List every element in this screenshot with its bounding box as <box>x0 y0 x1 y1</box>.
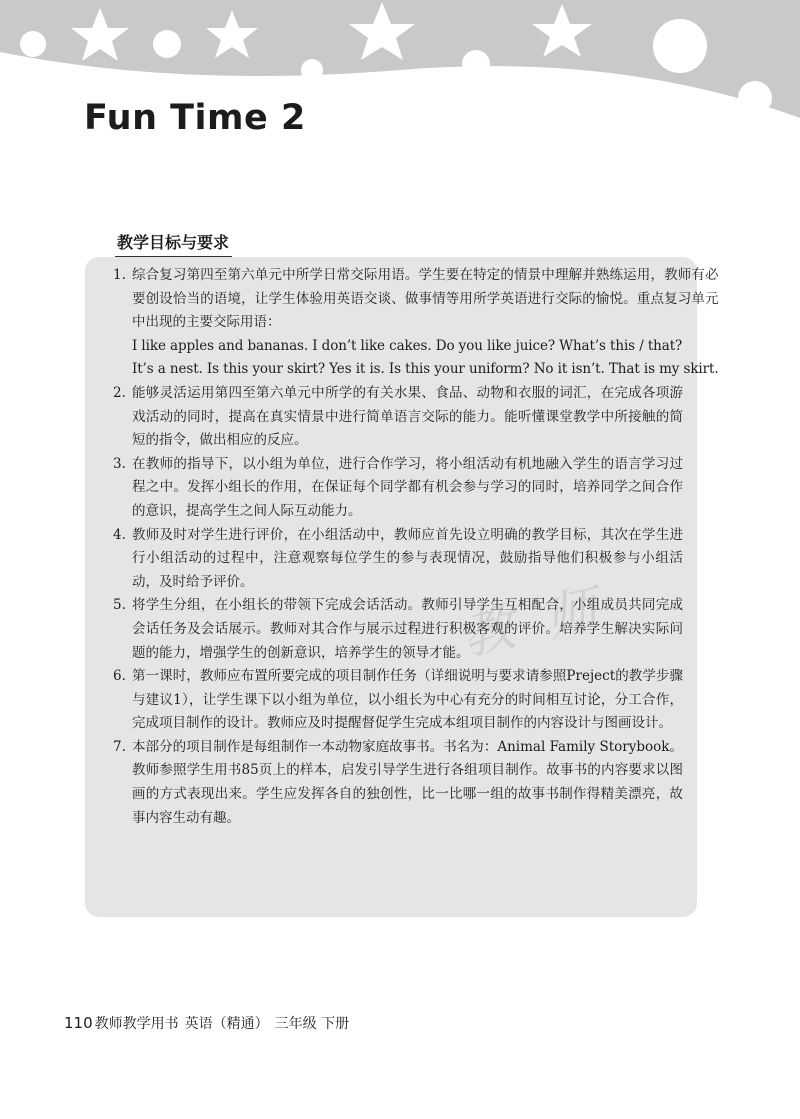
objective-item <box>113 736 683 830</box>
watermark: 教 师 <box>456 578 611 668</box>
phrase-line: I like apples and bananas. I don’t like cakes. Do you like juice? What’s this / that? <box>132 337 683 354</box>
page-number: 110 <box>64 1014 93 1032</box>
objective-item <box>113 453 683 524</box>
subject-label: 英语（精通） <box>184 1016 269 1032</box>
objective-number: 1. <box>113 267 126 283</box>
objective-number: 6. <box>113 668 126 685</box>
objective-item <box>113 264 719 382</box>
decorative-header-band <box>0 0 800 170</box>
phrase-line: It’s a nest. Is this your skirt? Yes it is. Is this your uniform? No it isn’t. That is my skirt. <box>132 361 719 378</box>
dot-shape <box>462 50 490 78</box>
dot-shape <box>301 59 323 81</box>
dot-shape <box>738 81 772 115</box>
objective-text: 将学生分组，在小组长的带领下完成会话活动。教师引导学生互相配合，小组成员共同完成会话任务及会话展示。教师对其合作与展示过程进行积极客观的评价。培养学生解决实际问题的能力，增强学生的创新意识，培养学生的领导才能。 <box>132 597 683 661</box>
objective-number: 4. <box>113 526 126 543</box>
objective-text: 教师及时对学生进行评价，在小组活动中，教师应首先设立明确的教学目标，其次在学生进行小组活动的过程中，注意观察每位学生的参与表现情况，鼓励指导他们积极参与小组活动，及时给予评价。 <box>132 526 683 590</box>
page-footer <box>64 1013 349 1033</box>
dot-shape <box>153 30 181 58</box>
objective-number: 5. <box>113 597 126 614</box>
objective-text: 能够灵活运用第四至第六单元中所学的有关水果、食品、动物和衣服的词汇，在完成各项游戏活动的同时，提高在真实情景中进行简单语言交际的能力。能听懂课堂教学中所接触的简短的指令，做出相应的反应。 <box>132 384 683 449</box>
objective-text: 在教师的指导下，以小组为单位，进行合作学习，将小组活动有机地融入学生的语言学习过程之中。发挥小组长的作用，在保证每个同学都有机会参与学习的同时，培养同学之间合作的意识，提高学生之间人际互动能力。 <box>132 455 683 519</box>
objective-item <box>113 665 683 736</box>
objective-item <box>113 594 683 665</box>
objective-text-zh: 综合复习第四至第六单元中所学日常交际用语。学生要在特定的情景中理解并熟练运用，教师有必要创设恰当的语境，让学生体验用英语交谈、做事情等用所学英语进行交际的愉悦。重点复习单元中出现的主要交际用语： <box>132 267 719 331</box>
objective-item <box>113 382 683 453</box>
book-title: 教师教学用书 <box>94 1016 179 1032</box>
objective-text: 第一课时，教师应布置所要完成的项目制作任务（详细说明与要求请参照Preject的教学步骤与建议1），让学生课下以小组为单位，以小组长为中心有充分的时间相互讨论，分工合作，完成项目制作的设计。教师应及时提醒督促学生完成本组项目制作的内容设计与图画设计。 <box>132 668 683 732</box>
dot-shape <box>653 19 707 73</box>
objective-text: 本部分的项目制作是每组制作一本动物家庭故事书。书名为：Animal Family Storybook。教师参照学生用书85页上的样本，启发引导学生进行各组项目制作。故事书的内容要求以图画的方式表现出来。学生应发挥各自的独创性，比一比哪一组的故事书制作得精美漂亮，故事内容生动有趣。 <box>132 738 683 826</box>
dot-shape <box>20 31 46 57</box>
stars-and-dots-banner <box>0 0 800 170</box>
section-heading: 教学目标与要求 <box>117 230 229 253</box>
objective-text <box>132 264 719 382</box>
objective-number: 3. <box>113 455 126 472</box>
objective-number: 7. <box>113 738 126 755</box>
objective-item <box>113 524 683 595</box>
chapter-title: Fun Time 2 <box>84 98 306 138</box>
objectives-list <box>113 264 719 830</box>
objective-number: 2. <box>113 384 126 401</box>
grade-label: 三年级 下册 <box>274 1016 350 1032</box>
